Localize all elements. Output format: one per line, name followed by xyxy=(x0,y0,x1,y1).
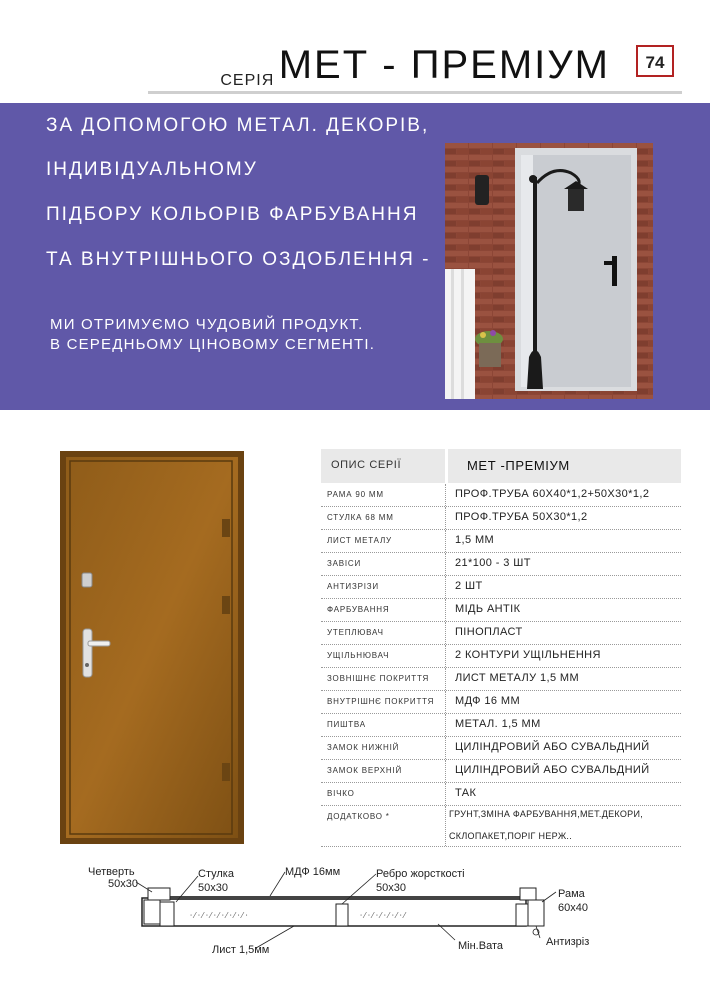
spec-value: МДФ 16 ММ xyxy=(455,695,521,707)
spec-label: ВІЧКО xyxy=(327,789,355,798)
spec-row xyxy=(321,553,681,576)
page-number: 74 xyxy=(636,45,674,77)
spec-row xyxy=(321,622,681,645)
title-prefix: СЕРІЯ xyxy=(220,72,275,89)
svg-text:⸱ ⁄ ⸱ ⁄ ⸱ ⁄ ⸱ ⁄ ⸱ ⁄ ⸱ ⁄: ⸱ ⁄ ⸱ ⁄ ⸱ ⁄ ⸱ ⁄ ⸱ ⁄ ⸱ ⁄ xyxy=(360,911,406,920)
spec-extra-line-2: СКЛОПАКЕТ,ПОРІГ НЕРЖ.. xyxy=(449,831,573,841)
label-rebro: Ребро жорсткості xyxy=(376,868,465,880)
spec-label: РАМА 90 ММ xyxy=(327,490,384,499)
label-chetvert: Четверть xyxy=(88,866,135,878)
spec-row xyxy=(321,576,681,599)
banner-line-2: ІНДИВІДУАЛЬНОМУ xyxy=(46,159,258,180)
spec-row-extra xyxy=(321,806,681,847)
spec-value: 2 КОНТУРИ УЩІЛЬНЕННЯ xyxy=(455,649,601,661)
spec-label: ЗАМОК ВЕРХНІЙ xyxy=(327,766,403,775)
spec-label: УТЕПЛЮВАЧ xyxy=(327,628,384,637)
door-cross-section xyxy=(80,858,640,988)
spec-header-value: МЕТ -ПРЕМІУМ xyxy=(467,458,570,473)
spec-row xyxy=(321,783,681,806)
label-chetvert-size: 50х30 xyxy=(108,878,138,890)
banner-sub-line-1: МИ ОТРИМУЄМО ЧУДОВИЙ ПРОДУКТ. xyxy=(50,316,364,333)
svg-text:⸱ ⁄ ⸱ ⁄ ⸱ ⁄ ⸱ ⁄ ⸱ ⁄ ⸱ ⁄ ⸱: ⸱ ⁄ ⸱ ⁄ ⸱ ⁄ ⸱ ⁄ ⸱ ⁄ ⸱ ⁄ ⸱ ⁄ ⸱ xyxy=(190,911,248,920)
label-stulka-size: 50х30 xyxy=(198,882,228,894)
spec-label: ВНУТРІШНЄ ПОКРИТТЯ xyxy=(327,697,435,706)
label-rama-size: 60х40 xyxy=(558,902,588,914)
spec-label: АНТИЗРІЗИ xyxy=(327,582,379,591)
label-antizriz: Антизріз xyxy=(546,936,590,948)
label-stulka: Стулка xyxy=(198,868,234,880)
door-image xyxy=(60,451,244,844)
spec-row xyxy=(321,668,681,691)
spec-value: ПРОФ.ТРУБА 60Х40*1,2+50Х30*1,2 xyxy=(455,488,650,500)
spec-value: 1,5 ММ xyxy=(455,534,495,546)
spec-label: ЗОВНІШНЄ ПОКРИТТЯ xyxy=(327,674,430,683)
spec-value: ПРОФ.ТРУБА 50Х30*1,2 xyxy=(455,511,588,523)
spec-label: СТУЛКА 68 ММ xyxy=(327,513,394,522)
door-lamp-photo xyxy=(445,143,653,399)
spec-label: ЛИСТ МЕТАЛУ xyxy=(327,536,392,545)
label-rebro-size: 50х30 xyxy=(376,882,406,894)
spec-value: ЛИСТ МЕТАЛУ 1,5 ММ xyxy=(455,672,580,684)
spec-row xyxy=(321,484,681,507)
label-mdf: МДФ 16мм xyxy=(285,866,341,878)
spec-header-label: ОПИС СЕРІЇ xyxy=(331,459,402,471)
spec-row xyxy=(321,599,681,622)
page-title xyxy=(150,40,610,90)
spec-value: 2 ШТ xyxy=(455,580,483,592)
label-rama: Рама xyxy=(558,888,585,900)
spec-label: ПИШТВА xyxy=(327,720,366,729)
spec-label: ЗАВІСИ xyxy=(327,559,362,568)
spec-row xyxy=(321,530,681,553)
spec-label: УЩІЛЬНЮВАЧ xyxy=(327,651,390,660)
spec-row xyxy=(321,714,681,737)
spec-header-divider xyxy=(445,449,448,483)
spec-row xyxy=(321,737,681,760)
spec-extra-line-1: ГРУНТ,ЗМІНА ФАРБУВАННЯ,МЕТ.ДЕКОРИ, xyxy=(449,809,644,819)
spec-label: ДОДАТКОВО * xyxy=(327,812,390,821)
spec-label: ФАРБУВАННЯ xyxy=(327,605,390,614)
spec-value: 21*100 - 3 ШТ xyxy=(455,557,531,569)
banner-line-4: ТА ВНУТРІШНЬОГО ОЗДОБЛЕННЯ - xyxy=(46,249,431,270)
spec-value: ПІНОПЛАСТ xyxy=(455,626,523,638)
spec-value: МЕТАЛ. 1,5 ММ xyxy=(455,718,541,730)
spec-value: МІДЬ АНТІК xyxy=(455,603,521,615)
spec-label: ЗАМОК НИЖНІЙ xyxy=(327,743,400,752)
spec-row xyxy=(321,691,681,714)
spec-value: ЦИЛІНДРОВИЙ АБО СУВАЛЬДНИЙ xyxy=(455,741,650,753)
label-list: Лист 1,5мм xyxy=(212,944,270,956)
spec-row xyxy=(321,645,681,668)
title-main: МЕТ - ПРЕМІУМ xyxy=(278,43,610,87)
spec-value: ТАК xyxy=(455,787,477,799)
label-vata: Мін.Вата xyxy=(458,940,503,952)
banner-line-1: ЗА ДОПОМОГОЮ МЕТАЛ. ДЕКОРІВ, xyxy=(46,115,430,136)
spec-value: ЦИЛІНДРОВИЙ АБО СУВАЛЬДНИЙ xyxy=(455,764,650,776)
spec-row xyxy=(321,760,681,783)
spec-row xyxy=(321,507,681,530)
banner-sub-line-2: В СЕРЕДНЬОМУ ЦІНОВОМУ СЕГМЕНТІ. xyxy=(50,336,376,353)
banner-line-3: ПІДБОРУ КОЛЬОРІВ ФАРБУВАННЯ xyxy=(46,204,419,225)
header-divider xyxy=(148,91,682,94)
